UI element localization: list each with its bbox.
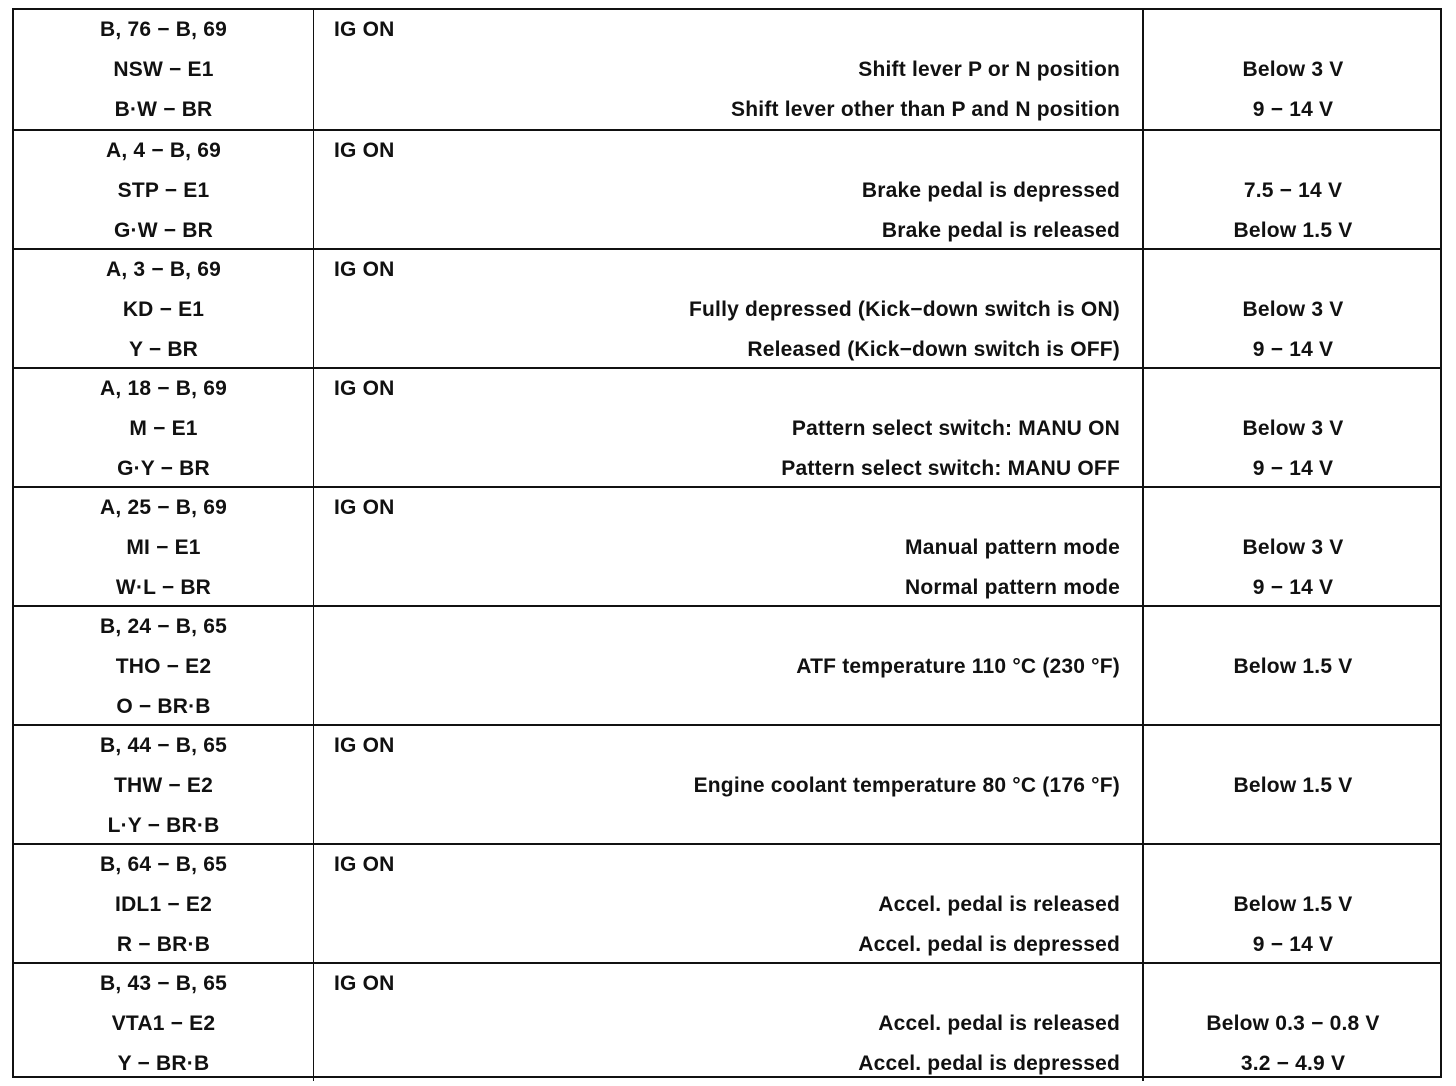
condition-detail: Released (Kick−down switch is OFF) [747,338,1120,361]
terminal-cell [14,250,314,367]
condition-detail: Engine coolant temperature 80 °C (176 °F) [693,774,1120,797]
condition-label: IG ON [334,258,395,281]
wire-colors: O − BR·B [116,695,211,718]
terminal-cell [14,131,314,248]
spec-cell [1144,10,1442,129]
specified-value: 9 − 14 V [1252,933,1334,956]
condition-detail: Accel. pedal is released [878,893,1120,916]
specified-value: Below 3 V [1242,536,1344,559]
terminal-symbols: THO − E2 [115,655,212,678]
condition-detail: Shift lever P or N position [858,58,1120,81]
terminal-cell [14,964,314,1081]
specified-value: Below 3 V [1242,417,1344,440]
spec-cell [1144,250,1442,367]
condition-cell [314,10,1144,129]
condition-detail: Brake pedal is released [881,219,1120,242]
terminal-symbols: M − E1 [129,417,198,440]
wire-colors: Y − BR·B [117,1052,210,1075]
terminal-cell [14,607,314,724]
condition-detail: Brake pedal is depressed [861,179,1120,202]
condition-detail: Accel. pedal is depressed [858,933,1120,956]
table-row [14,486,1440,605]
specified-value: 3.2 − 4.9 V [1240,1052,1346,1075]
specified-value: 9 − 14 V [1252,338,1334,361]
condition-detail: Pattern select switch: MANU OFF [781,457,1120,480]
specified-value: Below 1.5 V [1233,774,1353,797]
condition-cell [314,369,1144,486]
terminal-cell [14,845,314,962]
specified-value: Below 1.5 V [1233,219,1353,242]
terminal-pins: B, 43 − B, 65 [100,972,227,995]
wire-colors: G·Y − BR [117,457,210,480]
terminal-symbols: IDL1 − E2 [115,893,212,916]
table-row [14,724,1440,843]
condition-label: IG ON [334,496,395,519]
condition-detail: Fully depressed (Kick−down switch is ON) [688,298,1120,321]
wire-colors: L·Y − BR·B [107,814,220,837]
specified-value: 7.5 − 14 V [1243,179,1343,202]
condition-cell [314,607,1144,724]
terminal-pins: A, 18 − B, 69 [100,377,227,400]
condition-detail: Normal pattern mode [905,576,1120,599]
specified-value: 9 − 14 V [1252,98,1334,121]
wire-colors: W·L − BR [115,576,212,599]
condition-detail: Shift lever other than P and N position [731,98,1120,121]
spec-cell [1144,607,1442,724]
terminal-cell [14,488,314,605]
table-row [14,843,1440,962]
table-row [14,10,1440,129]
spec-cell [1144,964,1442,1081]
condition-detail: ATF temperature 110 °C (230 °F) [796,655,1120,678]
terminal-pins: B, 76 − B, 69 [100,18,227,41]
condition-cell [314,964,1144,1081]
condition-label: IG ON [334,377,395,400]
table-row [14,129,1440,248]
specified-value: Below 1.5 V [1233,893,1353,916]
specified-value: Below 0.3 − 0.8 V [1206,1012,1380,1035]
specified-value: 9 − 14 V [1252,457,1334,480]
specified-value: Below 3 V [1242,298,1344,321]
terminal-cell [14,10,314,129]
terminal-pins: B, 64 − B, 65 [100,853,227,876]
condition-label: IG ON [334,734,395,757]
condition-cell [314,250,1144,367]
wire-colors: G·W − BR [113,219,213,242]
terminal-symbols: NSW − E1 [113,58,214,81]
condition-label: IG ON [334,972,395,995]
condition-detail: Pattern select switch: MANU ON [791,417,1120,440]
condition-detail: Manual pattern mode [905,536,1120,559]
condition-detail: Accel. pedal is released [878,1012,1120,1035]
terminal-cell [14,726,314,843]
specified-value: 9 − 14 V [1252,576,1334,599]
spec-cell [1144,369,1442,486]
condition-cell [314,488,1144,605]
terminal-symbols: THW − E2 [113,774,214,797]
terminal-pins: A, 4 − B, 69 [105,139,222,162]
spec-cell [1144,131,1442,248]
condition-cell [314,845,1144,962]
terminal-cell [14,369,314,486]
spec-cell [1144,845,1442,962]
terminal-voltage-table [12,8,1442,1078]
condition-cell [314,726,1144,843]
specified-value: Below 1.5 V [1233,655,1353,678]
condition-label: IG ON [334,853,395,876]
condition-label: IG ON [334,18,395,41]
condition-detail: Accel. pedal is depressed [858,1052,1120,1075]
terminal-pins: B, 44 − B, 65 [100,734,227,757]
condition-label: IG ON [334,139,395,162]
terminal-symbols: STP − E1 [117,179,210,202]
terminal-pins: A, 3 − B, 69 [105,258,222,281]
terminal-symbols: VTA1 − E2 [111,1012,216,1035]
wire-colors: Y − BR [128,338,199,361]
wire-colors: R − BR·B [116,933,211,956]
table-row [14,605,1440,724]
spec-cell [1144,726,1442,843]
condition-cell [314,131,1144,248]
wire-colors: B·W − BR [114,98,213,121]
table-row [14,367,1440,486]
terminal-pins: A, 25 − B, 69 [100,496,227,519]
specified-value: Below 3 V [1242,58,1344,81]
spec-cell [1144,488,1442,605]
terminal-symbols: MI − E1 [126,536,201,559]
terminal-pins: B, 24 − B, 65 [100,615,227,638]
table-row [14,248,1440,367]
table-row [14,962,1440,1081]
terminal-symbols: KD − E1 [122,298,205,321]
